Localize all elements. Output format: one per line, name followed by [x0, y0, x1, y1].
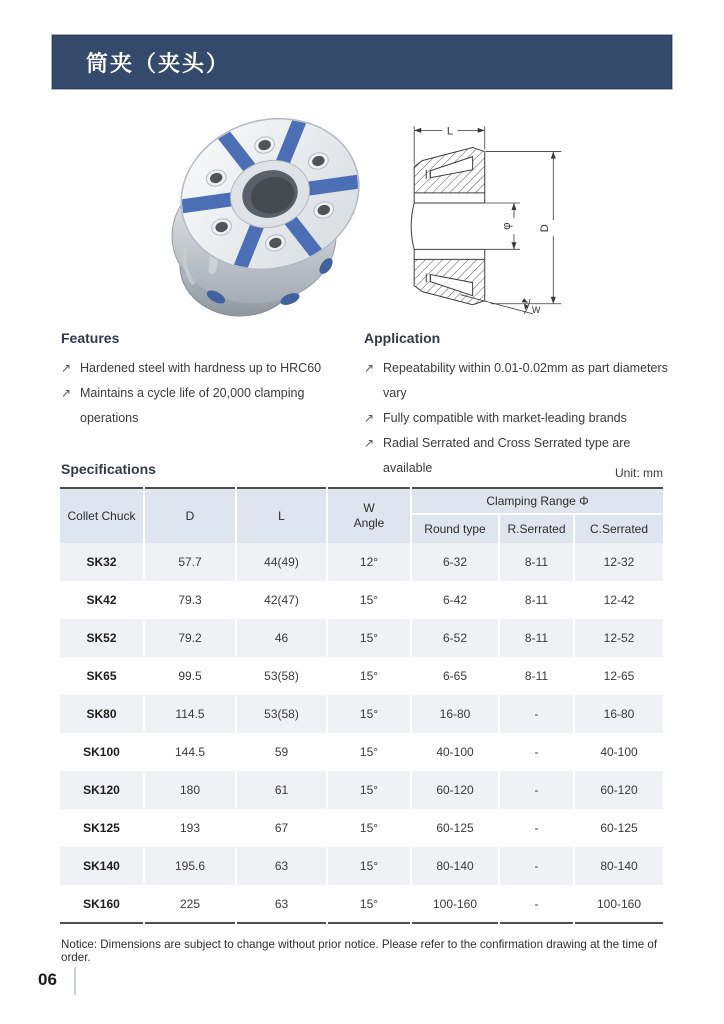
- cell-l: 53(58): [236, 695, 327, 733]
- cell-round-type: 80-140: [411, 847, 499, 885]
- spec-table-row: [60, 543, 663, 581]
- ne-arrow-icon: ↗: [61, 361, 72, 375]
- dim-label-phi: φ: [500, 222, 513, 230]
- cell-d: 57.7: [144, 543, 236, 581]
- cell-round-type: 6-42: [411, 581, 499, 619]
- col-header-clamping-range: Clamping Range Φ: [411, 488, 663, 514]
- cell-model: SK120: [83, 783, 120, 797]
- spec-table-row: [60, 809, 663, 847]
- cell-d: 195.6: [144, 847, 236, 885]
- specifications-heading: Specifications: [61, 461, 156, 477]
- dim-label-l: L: [446, 125, 454, 138]
- dim-label-w: W: [531, 304, 541, 315]
- cell-c-serrated: 12-42: [574, 581, 663, 619]
- cell-round-type: 6-52: [411, 619, 499, 657]
- feature-item-text: Hardened steel with hardness up to HRC60: [80, 361, 322, 375]
- cell-model: SK80: [86, 707, 117, 721]
- application-section: [364, 330, 676, 481]
- application-item-text: Radial Serrated and Cross Serrated type are available: [383, 436, 631, 475]
- cell-c-serrated: 12-32: [574, 543, 663, 581]
- unit-label: Unit: mm: [615, 466, 663, 480]
- cell-model: SK125: [83, 821, 120, 835]
- col-header-r-serrated: R.Serrated: [499, 514, 574, 543]
- spec-table-row: [60, 885, 663, 923]
- cell-w-angle: 15°: [327, 885, 411, 923]
- page-number-divider: [74, 967, 76, 995]
- cell-model: SK65: [86, 669, 117, 683]
- cell-model: SK100: [83, 745, 120, 759]
- cell-l: 59: [236, 733, 327, 771]
- cell-c-serrated: 16-80: [574, 695, 663, 733]
- cell-w-angle: 15°: [327, 619, 411, 657]
- cell-d: 99.5: [144, 657, 236, 695]
- cell-round-type: 60-120: [411, 771, 499, 809]
- spec-table-row: [60, 619, 663, 657]
- ne-arrow-icon: ↗: [364, 361, 375, 375]
- cell-r-serrated: -: [499, 695, 574, 733]
- col-header-d: D: [144, 488, 236, 543]
- col-header-collet-chuck: Collet Chuck: [60, 488, 144, 543]
- col-header-round-type: Round type: [411, 514, 499, 543]
- cell-d: 79.2: [144, 619, 236, 657]
- cell-round-type: 6-65: [411, 657, 499, 695]
- features-list: [61, 356, 357, 431]
- cell-r-serrated: 8-11: [499, 581, 574, 619]
- ne-arrow-icon: ↗: [364, 411, 375, 425]
- cell-model: SK42: [86, 593, 117, 607]
- cell-c-serrated: 60-120: [574, 771, 663, 809]
- feature-item: [61, 356, 357, 381]
- cell-r-serrated: -: [499, 847, 574, 885]
- ne-arrow-icon: ↗: [364, 436, 375, 450]
- cell-l: 46: [236, 619, 327, 657]
- cell-r-serrated: 8-11: [499, 543, 574, 581]
- cell-d: 114.5: [144, 695, 236, 733]
- cell-w-angle: 15°: [327, 581, 411, 619]
- cell-round-type: 60-125: [411, 809, 499, 847]
- cell-r-serrated: 8-11: [499, 619, 574, 657]
- spec-table-row: [60, 847, 663, 885]
- cell-w-angle: 15°: [327, 733, 411, 771]
- cell-w-angle: 15°: [327, 695, 411, 733]
- spec-table-row: [60, 733, 663, 771]
- spec-table-row: [60, 581, 663, 619]
- application-item-text: Repeatability within 0.01-0.02mm as part diameters vary: [383, 361, 668, 400]
- cell-model: SK160: [83, 896, 120, 911]
- cell-w-angle: 15°: [327, 771, 411, 809]
- application-list: [364, 356, 676, 481]
- cell-w-angle: 15°: [327, 657, 411, 695]
- features-section: [61, 330, 357, 431]
- cell-d: 79.3: [144, 581, 236, 619]
- cell-c-serrated: 40-100: [574, 733, 663, 771]
- cell-r-serrated: -: [499, 809, 574, 847]
- col-header-w-line1: W: [363, 501, 375, 515]
- ne-arrow-icon: ↗: [61, 386, 72, 400]
- col-header-w-angle: [327, 488, 411, 543]
- col-header-c-serrated: C.Serrated: [574, 514, 663, 543]
- cell-d: 144.5: [144, 733, 236, 771]
- cell-c-serrated: 60-125: [574, 809, 663, 847]
- features-heading: Features: [61, 330, 120, 346]
- spec-table-row: [60, 771, 663, 809]
- cell-r-serrated: -: [499, 771, 574, 809]
- page-title: 筒夹（夹头）: [52, 35, 672, 89]
- col-header-l: L: [236, 488, 327, 543]
- specifications-table: [60, 487, 663, 924]
- dim-label-d: D: [539, 224, 552, 233]
- cell-model: SK52: [86, 631, 117, 645]
- cell-round-type: 6-32: [411, 543, 499, 581]
- cell-l: 61: [236, 771, 327, 809]
- product-photo-collet-chuck: [148, 98, 378, 323]
- application-item: [364, 356, 676, 406]
- cell-r-serrated: -: [499, 885, 574, 923]
- cell-l: 67: [236, 809, 327, 847]
- cell-l: 42(47): [236, 581, 327, 619]
- notice-text: Notice: Dimensions are subject to change without prior notice. Please refer to the confirmation drawing at the time of order.: [61, 938, 658, 964]
- cell-round-type: 40-100: [411, 733, 499, 771]
- cell-w-angle: 15°: [327, 847, 411, 885]
- cell-c-serrated: 100-160: [574, 885, 663, 923]
- cell-d: 180: [144, 771, 236, 809]
- cell-c-serrated: 80-140: [574, 847, 663, 885]
- cell-c-serrated: 12-52: [574, 619, 663, 657]
- cell-w-angle: 15°: [327, 809, 411, 847]
- cell-model: SK140: [83, 859, 120, 873]
- feature-item: [61, 381, 357, 431]
- application-heading: Application: [364, 330, 441, 346]
- application-item: [364, 406, 676, 431]
- cell-round-type: 16-80: [411, 695, 499, 733]
- cell-l: 44(49): [236, 543, 327, 581]
- cell-l: 53(58): [236, 657, 327, 695]
- feature-item-text: Maintains a cycle life of 20,000 clamping operations: [80, 386, 305, 425]
- cell-d: 193: [144, 809, 236, 847]
- cell-w-angle: 12°: [327, 543, 411, 581]
- application-item-text: Fully compatible with market-leading brands: [383, 411, 627, 425]
- cell-model: SK32: [86, 555, 117, 569]
- cell-d: 225: [144, 885, 236, 923]
- technical-drawing: [392, 96, 644, 318]
- cell-r-serrated: 8-11: [499, 657, 574, 695]
- cell-r-serrated: -: [499, 733, 574, 771]
- cell-round-type: 100-160: [411, 885, 499, 923]
- spec-table-row: [60, 695, 663, 733]
- cell-l: 63: [236, 885, 327, 923]
- page-number: 06: [38, 970, 57, 989]
- spec-table-row: [60, 657, 663, 695]
- cell-c-serrated: 12-65: [574, 657, 663, 695]
- col-header-w-line2: Angle: [353, 516, 385, 530]
- cell-l: 63: [236, 847, 327, 885]
